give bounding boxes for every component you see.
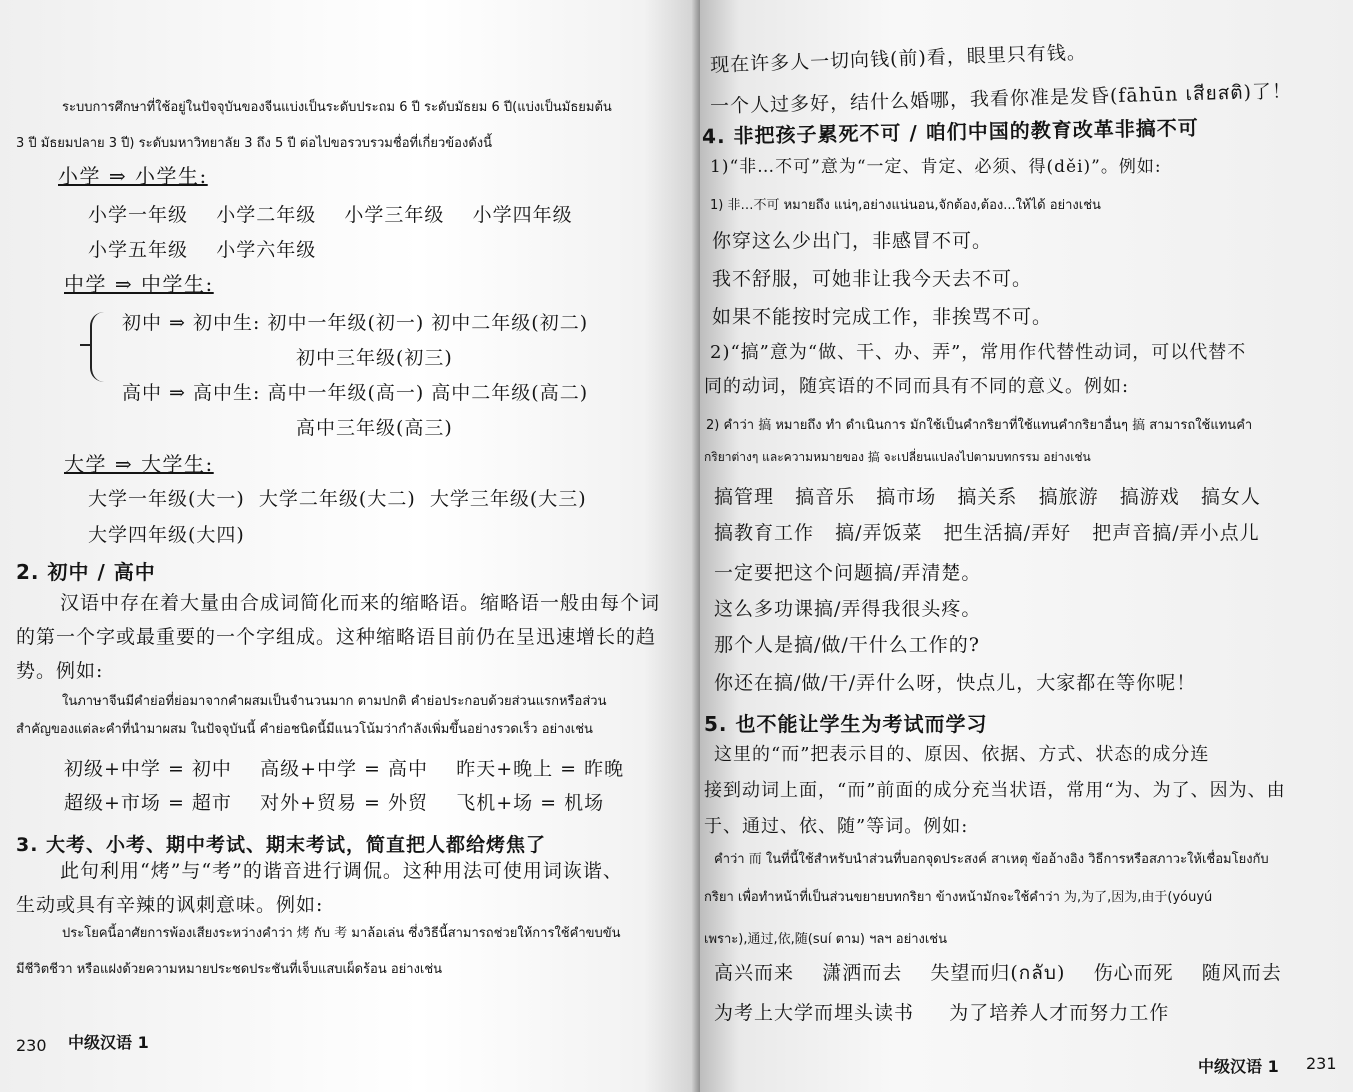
middle-school-heading: 中学 ⇒ 中学生:: [64, 272, 214, 296]
abbreviation-item: 高级+中学 = 高中: [260, 758, 429, 780]
abbreviation-item: 昨天+晚上 = 昨晚: [456, 758, 625, 780]
section-2-thai-line-2: สำคัญของแต่ละคำที่นำมาผสม ในปัจจุบันนี้ คำย่อชนิดนี้มีแนวโน้มว่ากำลังเพิ่มขึ้นอย่างรวดเร็ว อย่างเช่น: [16, 722, 593, 737]
grade-item: 小学五年级: [88, 239, 189, 261]
grade-item: 小学四年级: [472, 204, 573, 226]
abbreviation-row-1: [64, 754, 624, 781]
er-example: 随风而去: [1201, 962, 1282, 984]
intro-thai-line-1: ระบบการศึกษาที่ใช้อยู่ในปัจจุบันของจีนแบ่งเป็นระดับประถม 6 ปี ระดับมัธยม 6 ปี(แบ่งเป็นมัธยมต้น: [62, 100, 612, 115]
gao-word: 搞教育工作: [714, 522, 815, 544]
gao-word-row-2: [714, 518, 1260, 545]
abbreviation-item: 超级+市场 = 超市: [64, 792, 232, 814]
er-example-row-1: [714, 958, 1282, 988]
university-grade-row-2: 大学四年级(大四): [88, 524, 245, 546]
section-5-thai-line-2: กริยา เพื่อทำหน้าที่เป็นส่วนขยายบทกริยา ข้างหน้ามักจะใช้คำว่า 为,为了,因为,由于(yóuyú: [704, 890, 1213, 905]
primary-grade-row-1: [88, 200, 573, 227]
abbreviation-item: 初级+中学 = 初中: [64, 758, 232, 780]
section-5-thai-line-3: เพราะ),通过,依,随(suí ตาม) ฯลฯ อย่างเช่น: [704, 932, 948, 947]
senior-high-line-1: 高中 ⇒ 高中生: 高中一年级(高一) 高中二年级(高二): [122, 382, 589, 404]
fei-example-3: 如果不能按时完成工作，非挨骂不可。: [712, 306, 1053, 328]
university-heading: 大学 ⇒ 大学生:: [64, 452, 214, 476]
gao-example-3: 那个人是搞/做/干什么工作的?: [714, 634, 980, 656]
section-5-paragraph-line-3: 于、通过、依、随”等词。例如:: [704, 816, 969, 837]
fei-example-2: 我不舒服，可她非让我今天去不可。: [712, 268, 1033, 290]
gao-word: 搞旅游: [1038, 486, 1099, 508]
er-example: 潇洒而去: [822, 962, 903, 984]
gao-example-2: 这么多功课搞/弄得我很头疼。: [714, 598, 982, 620]
gao-word: 搞市场: [876, 486, 937, 508]
section-4-usage-line: 1)“非…不可”意为“一定、肯定、必须、得(děi)”。例如:: [710, 157, 1162, 177]
section-5-paragraph-line-2: 接到动词上面，“而”前面的成分充当状语，常用“为、为了、因为、由: [704, 780, 1286, 801]
primary-school-heading: 小学 ⇒ 小学生:: [58, 164, 208, 188]
page-number-right: 231: [1306, 1054, 1337, 1073]
grade-item: 小学三年级: [344, 204, 445, 226]
section-2-title: 2. 初中 / 高中: [16, 560, 156, 584]
gao-usage-line-1: 2)“搞”意为“做、干、办、弄”，常用作代替性动词，可以代替不: [710, 342, 1247, 363]
intro-thai-line-2: 3 ปี มัธยมปลาย 3 ปี) ระดับมหาวิทยาลัย 3 ถึง 5 ปี ต่อไปขอรวบรวมชื่อที่เกี่ยวข้องดังนี้: [16, 136, 493, 151]
er-example: 为考上大学而埋头读书: [714, 1002, 915, 1024]
er-example: 为了培养人才而努力工作: [949, 1002, 1170, 1024]
section-5-paragraph-line-1: 这里的“而”把表示目的、原因、依据、方式、状态的成分连: [714, 744, 1210, 765]
er-example-row-2: [714, 998, 1169, 1025]
right-page: [700, 0, 1353, 1092]
gao-example-1: 一定要把这个问题搞/弄清楚。: [714, 562, 982, 584]
grade-item: 小学二年级: [216, 204, 317, 226]
junior-high-line-2: 初中三年级(初三): [296, 347, 453, 369]
er-example: 伤心而死: [1093, 962, 1174, 984]
section-3-thai-line-1: ประโยคนี้อาศัยการพ้องเสียงระหว่างคำว่า 烤 กับ 考 มาล้อเล่น ซึ่งวิธีนี้สามารถช่วยให้การใช้คำขบขัน: [62, 926, 621, 941]
abbreviation-row-2: [64, 788, 604, 815]
gao-word-row-1: [714, 482, 1261, 509]
grade-item: 大学三年级(大三): [429, 488, 587, 510]
grade-item: 大学一年级(大一): [88, 488, 245, 510]
section-3-title: 3. 大考、小考、期中考试、期末考试，简直把人都给烤焦了: [16, 834, 547, 856]
er-example: 高兴而来: [714, 962, 795, 984]
abbreviation-item: 对外+贸易 = 外贸: [260, 792, 429, 814]
section-3-thai-line-2: มีชีวิตชีวา หรือแฝงด้วยความหมายประชดประชันที่เจ็บแสบเผ็ดร้อน อย่างเช่น: [16, 962, 443, 977]
gao-word: 搞关系: [957, 486, 1018, 508]
gao-word: 把声音搞/弄小点儿: [1092, 522, 1260, 544]
grade-item: 大学二年级(大二): [258, 488, 416, 510]
section-3-paragraph-line-1: 此句利用“烤”与“考”的谐音进行调侃。这种用法可使用词诙谐、: [60, 860, 623, 882]
example-line-marriage: 一个人过多好，结什么婚哪，我看你准是发昏(fāhūn เสียสติ)了！: [709, 80, 1293, 118]
section-5-title: 5. 也不能让学生为考试而学习: [704, 712, 988, 736]
book-title-left: 中级汉语 1: [68, 1033, 149, 1052]
page-number-left: 230: [16, 1036, 47, 1055]
grade-item: 小学六年级: [216, 239, 317, 261]
senior-high-line-2: 高中三年级(高三): [296, 417, 453, 439]
grade-item: 小学一年级: [88, 204, 189, 226]
gao-word: 搞音乐: [795, 486, 856, 508]
gao-thai-line-1: 2) คำว่า 搞 หมายถึง ทำ ดำเนินการ มักใช้เป็นคำกริยาที่ใช้แทนคำกริยาอื่นๆ 搞 สามารถใช้แทนคำ: [706, 418, 1253, 433]
er-example: 失望而归(กลับ): [930, 962, 1066, 984]
section-4-thai-line: 1) 非…不可 หมายถึง แน่ๆ,อย่างแน่นอน,จักต้อง,ต้อง...ให้ได้ อย่างเช่น: [710, 198, 1101, 213]
section-4-title: 4. 非把孩子累死不可 / 咱们中国的教育改革非搞不可: [701, 115, 1199, 149]
gao-word: 把生活搞/弄好: [943, 522, 1072, 544]
gao-usage-line-2: 同的动词，随宾语的不同而具有不同的意义。例如:: [704, 376, 1130, 397]
gao-example-4: 你还在搞/做/干/弄什么呀，快点儿，大家都在等你呢！: [714, 672, 1197, 694]
section-2-paragraph-line-1: 汉语中存在着大量由合成词简化而来的缩略语。缩略语一般由每个词: [60, 592, 661, 614]
gao-word: 搞/弄饭菜: [835, 522, 923, 544]
section-2-paragraph-line-2: 的第一个字或最重要的一个字组成。这种缩略语目前仍在呈迅速增长的趋: [16, 626, 657, 648]
book-title-right: 中级汉语 1: [1198, 1057, 1279, 1076]
primary-grade-row-2: [88, 235, 316, 262]
junior-high-line-1: 初中 ⇒ 初中生: 初中一年级(初一) 初中二年级(初二): [122, 312, 589, 334]
section-3-paragraph-line-2: 生动或具有辛辣的讽刺意味。例如:: [16, 894, 324, 916]
section-2-thai-line-1: ในภาษาจีนมีคำย่อที่ย่อมาจากคำผสมเป็นจำนวนมาก ตามปกติ คำย่อประกอบด้วยส่วนแรกหรือส่วน: [62, 694, 607, 709]
gao-thai-line-2: กริยาต่างๆ และความหมายของ 搞 จะเปลี่ยนแปลงไปตามบทกรรม อย่างเช่น: [704, 450, 1091, 464]
brace-bracket: [90, 312, 110, 382]
abbreviation-item: 飞机+场 = 机场: [456, 792, 605, 814]
fei-example-1: 你穿这么少出门，非感冒不可。: [712, 230, 993, 252]
university-grade-row-1: [88, 484, 587, 511]
section-2-paragraph-line-3: 势。例如:: [16, 660, 104, 682]
section-5-thai-line-1: คำว่า 而 ในที่นี้ใช้สำหรับนำส่วนที่บอกจุดประสงค์ สาเหตุ ข้ออ้างอิง วิธีการหรือสภาวะให้เชื่อมโยงกับ: [714, 852, 1269, 867]
gao-word: 搞游戏: [1119, 486, 1180, 508]
gao-word: 搞女人: [1200, 486, 1261, 508]
example-line-money: 现在许多人一切向钱(前)看，眼里只有钱。: [709, 41, 1088, 77]
gao-word: 搞管理: [714, 486, 775, 508]
